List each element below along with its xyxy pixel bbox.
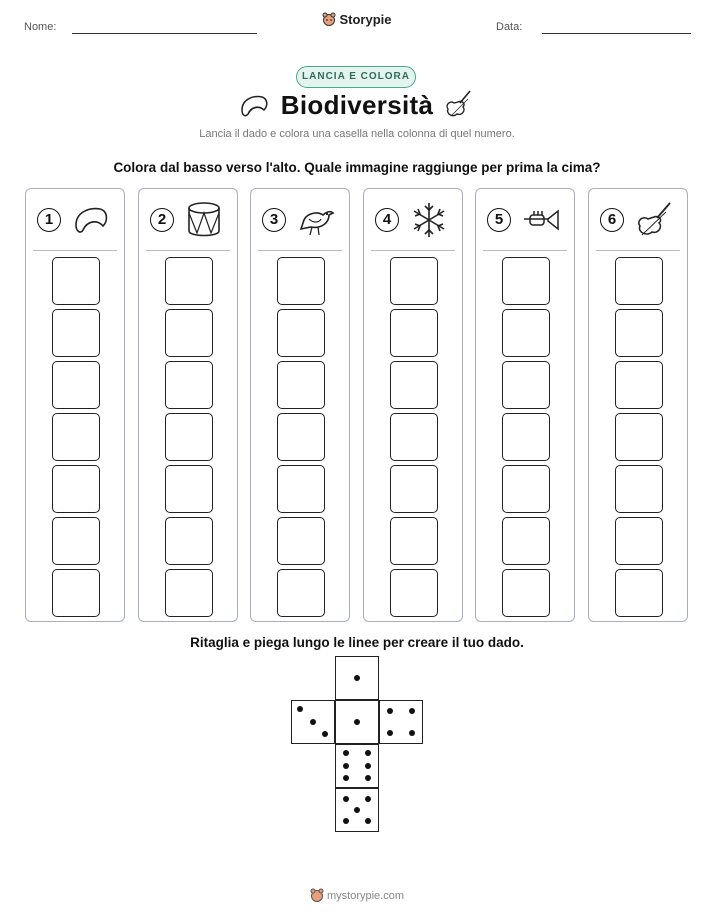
color-box[interactable] — [277, 517, 325, 565]
color-box[interactable] — [390, 517, 438, 565]
column-number: 2 — [150, 208, 174, 232]
color-box[interactable] — [502, 517, 550, 565]
color-box[interactable] — [615, 517, 663, 565]
color-box[interactable] — [52, 569, 100, 617]
color-box[interactable] — [390, 361, 438, 409]
color-box[interactable] — [165, 257, 213, 305]
color-box[interactable] — [615, 361, 663, 409]
color-box[interactable] — [52, 309, 100, 357]
color-box[interactable] — [52, 257, 100, 305]
color-box[interactable] — [615, 309, 663, 357]
violin-icon — [444, 88, 474, 124]
trumpet-icon — [520, 199, 562, 241]
dice-column-1 — [25, 188, 125, 622]
color-box[interactable] — [615, 569, 663, 617]
die-pip — [343, 750, 349, 756]
die-pip — [354, 675, 360, 681]
color-box[interactable] — [165, 413, 213, 461]
color-box[interactable] — [390, 413, 438, 461]
color-box[interactable] — [277, 569, 325, 617]
color-box[interactable] — [277, 309, 325, 357]
die-pip — [409, 708, 415, 714]
color-box[interactable] — [165, 361, 213, 409]
color-box[interactable] — [390, 257, 438, 305]
die-pip — [365, 775, 371, 781]
color-box[interactable] — [502, 257, 550, 305]
page-title: Biodiversità — [280, 90, 434, 120]
die-face-top — [335, 656, 379, 700]
color-box[interactable] — [615, 465, 663, 513]
die-pip — [365, 750, 371, 756]
color-box[interactable] — [277, 465, 325, 513]
color-box[interactable] — [277, 361, 325, 409]
die-pip — [343, 796, 349, 802]
storypie-mascot-icon — [310, 888, 324, 902]
die-pip — [409, 730, 415, 736]
column-number: 6 — [600, 208, 624, 232]
die-face-lower — [335, 744, 379, 788]
color-box[interactable] — [502, 465, 550, 513]
color-box[interactable] — [52, 517, 100, 565]
die-pip — [343, 775, 349, 781]
color-box[interactable] — [615, 257, 663, 305]
color-box[interactable] — [615, 413, 663, 461]
dice-column-3 — [250, 188, 350, 622]
footer — [0, 888, 714, 902]
storypie-mascot-icon — [322, 12, 336, 26]
column-divider — [258, 250, 342, 251]
column-number: 3 — [262, 208, 286, 232]
color-box[interactable] — [52, 361, 100, 409]
brand-logo — [0, 12, 714, 27]
name-label: Nome: — [24, 21, 57, 33]
die-face-right — [379, 700, 423, 744]
dice-column-2 — [138, 188, 238, 622]
column-number: 4 — [375, 208, 399, 232]
color-box[interactable] — [390, 569, 438, 617]
color-box[interactable] — [390, 309, 438, 357]
cut-instruction: Ritaglia e piega lungo le linee per creare il tuo dado. — [190, 635, 524, 650]
brand-name: Storypie — [339, 12, 392, 27]
color-box[interactable] — [502, 569, 550, 617]
color-box[interactable] — [502, 361, 550, 409]
column-divider — [371, 250, 455, 251]
die-pip — [354, 807, 360, 813]
coloring-instruction: Colora dal basso verso l'alto. Quale immagine raggiunge per prima la cima? — [113, 160, 601, 175]
footer-url: mystorypie.com — [326, 890, 405, 902]
die-pip — [310, 719, 316, 725]
subtitle: Lancia il dado e colora una casella nella colonna di quel numero. — [199, 128, 515, 140]
color-box[interactable] — [277, 413, 325, 461]
bird-icon — [295, 199, 337, 241]
color-box[interactable] — [165, 465, 213, 513]
snowflake-icon — [408, 199, 450, 241]
color-box[interactable] — [165, 569, 213, 617]
die-pip — [322, 731, 328, 737]
column-number: 5 — [487, 208, 511, 232]
date-line[interactable] — [542, 33, 691, 34]
column-divider — [596, 250, 680, 251]
column-number: 1 — [37, 208, 61, 232]
color-box[interactable] — [502, 413, 550, 461]
color-box[interactable] — [165, 309, 213, 357]
die-face-center — [335, 700, 379, 744]
drum-icon — [183, 199, 225, 241]
die-pip — [365, 818, 371, 824]
column-divider — [483, 250, 567, 251]
violin-icon — [633, 199, 675, 241]
column-divider — [146, 250, 230, 251]
die-face-bottom — [335, 788, 379, 832]
date-label: Data: — [496, 21, 523, 33]
color-box[interactable] — [52, 413, 100, 461]
die-pip — [365, 763, 371, 769]
die-face-left — [291, 700, 335, 744]
color-box[interactable] — [277, 257, 325, 305]
name-line[interactable] — [72, 33, 257, 34]
die-pip — [387, 730, 393, 736]
toucan-beak-icon — [70, 199, 112, 241]
dice-column-4 — [363, 188, 463, 622]
die-pip — [387, 708, 393, 714]
color-box[interactable] — [165, 517, 213, 565]
dice-column-6 — [588, 188, 688, 622]
die-pip — [365, 796, 371, 802]
color-box[interactable] — [502, 309, 550, 357]
color-box[interactable] — [390, 465, 438, 513]
dice-column-5 — [475, 188, 575, 622]
die-pip — [343, 763, 349, 769]
die-pip — [343, 818, 349, 824]
die-pip — [354, 719, 360, 725]
column-divider — [33, 250, 117, 251]
activity-badge: LANCIA E COLORA — [296, 66, 416, 88]
color-box[interactable] — [52, 465, 100, 513]
die-pip — [297, 706, 303, 712]
